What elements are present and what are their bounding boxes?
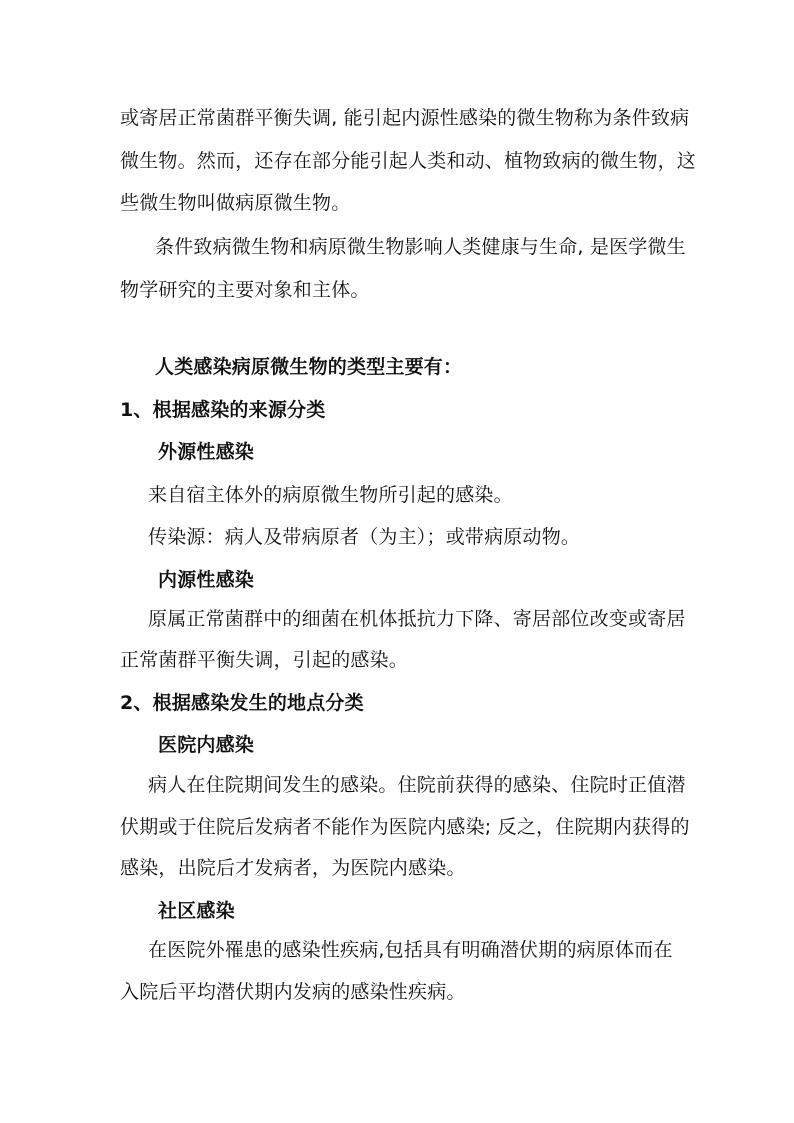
- paragraph-line: 条件致病微生物和病原微生物影响人类健康与生命, 是医学微生: [155, 236, 686, 258]
- subheading-community-infection: 社区感染: [158, 900, 235, 922]
- paragraph-line: 感染，出院后才发病者，为医院内感染。: [120, 857, 466, 879]
- heading-location-classification: 2、根据感染发生的地点分类: [120, 692, 364, 714]
- paragraph-line: 或寄居正常菌群平衡失调, 能引起内源性感染的微生物称为条件致病: [120, 107, 690, 129]
- subheading-hospital-infection: 医院内感染: [158, 734, 255, 756]
- paragraph-line: 正常菌群平衡失调，引起的感染。: [120, 649, 409, 671]
- paragraph-line: 病人在住院期间发生的感染。住院前获得的感染、住院时正值潜: [148, 774, 686, 796]
- paragraph-line: 微生物。然而，还存在部分能引起人类和动、植物致病的微生物，这: [120, 150, 697, 172]
- paragraph-line: 传染源：病人及带病原者（为主）；或带病原动物。: [148, 526, 581, 548]
- subheading-endogenous-infection: 内源性感染: [158, 569, 255, 591]
- paragraph-line: 入院后平均潜伏期内发病的感染性疾病。: [120, 981, 466, 1003]
- paragraph-line: 原属正常菌群中的细菌在机体抵抗力下降、寄居部位改变或寄居: [148, 608, 686, 630]
- paragraph-line: 物学研究的主要对象和主体。: [120, 279, 370, 301]
- section-title: 人类感染病原微生物的类型主要有：: [155, 356, 463, 378]
- paragraph-line: 来自宿主体外的病原微生物所引起的感染。: [148, 484, 513, 506]
- heading-source-classification: 1、根据感染的来源分类: [120, 399, 326, 421]
- subheading-exogenous-infection: 外源性感染: [158, 441, 255, 463]
- paragraph-line: 伏期或于住院后发病者不能作为医院内感染; 反之，住院期内获得的: [120, 816, 690, 838]
- paragraph-line: 在医院外罹患的感染性疾病,包括具有明确潜伏期的病原体而在: [148, 939, 673, 961]
- paragraph-line: 些微生物叫做病原微生物。: [120, 192, 351, 214]
